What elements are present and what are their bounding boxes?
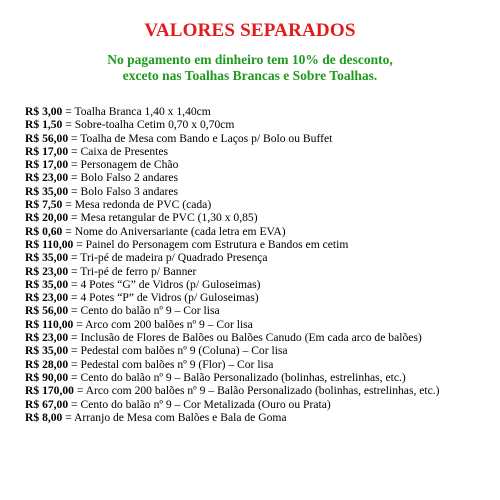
price-list-item: [25, 238, 480, 251]
item-description: = Arranjo de Mesa com Balões e Bala de Goma: [62, 410, 287, 424]
item-price: R$ 35,00: [25, 184, 69, 198]
item-price: R$ 28,00: [25, 357, 69, 371]
item-price: R$ 0,60: [25, 224, 63, 238]
discount-notice: [0, 52, 500, 84]
price-list-item: [25, 344, 480, 357]
item-price: R$ 20,00: [25, 211, 69, 225]
price-list-item: [25, 318, 480, 331]
item-price: R$ 23,00: [25, 264, 69, 278]
item-price: R$ 1,50: [25, 118, 63, 132]
item-description: = Nome do Aniversariante (cada letra em EVA): [62, 224, 286, 238]
price-list-item: [25, 198, 480, 211]
item-description: = Sobre-toalha Cetim 0,70 x 0,70cm: [62, 118, 235, 132]
item-description: = Inclusão de Flores de Balões ou Balões Canudo (Em cada arco de balões): [68, 331, 422, 345]
price-list-item: [25, 105, 480, 118]
item-description: = Toalha Branca 1,40 x 1,40cm: [62, 105, 211, 118]
price-list-item: [25, 265, 480, 278]
page-title: VALORES SEPARADOS: [144, 20, 356, 41]
price-list-item: [25, 384, 480, 397]
price-list-item: [25, 145, 480, 158]
item-description: = 4 Potes “G” de Vidros (p/ Guloseimas): [68, 277, 261, 291]
item-description: = Bolo Falso 2 andares: [68, 171, 179, 185]
price-list-item: [25, 398, 480, 411]
item-price: R$ 8,00: [25, 410, 63, 424]
item-price: R$ 35,00: [25, 251, 69, 265]
item-price: R$ 23,00: [25, 331, 69, 345]
discount-notice-line-1: No pagamento em dinheiro tem 10% de desconto,: [107, 52, 393, 67]
item-description: = Arco com 200 balões nº 9 – Cor lisa: [73, 317, 253, 331]
item-description: = Mesa redonda de PVC (cada): [62, 198, 212, 212]
price-list-item: [25, 211, 480, 224]
price-list-item: [25, 411, 480, 424]
item-description: = Bolo Falso 3 andares: [68, 184, 179, 198]
price-list-item: [25, 118, 480, 131]
item-description: = Personagem de Chão: [68, 158, 179, 172]
item-description: = Tri-pé de madeira p/ Quadrado Presença: [68, 251, 268, 265]
price-list-item: [25, 371, 480, 384]
item-description: = Cento do balão nº 9 – Balão Personalizado (bolinhas, estrelinhas, etc.): [68, 370, 406, 384]
item-price: R$ 7,50: [25, 198, 63, 212]
item-description: = Pedestal com balões nº 9 (Flor) – Cor lisa: [68, 357, 274, 371]
item-price: R$ 170,00: [25, 384, 74, 398]
discount-notice-line-2: exceto nas Toalhas Brancas e Sobre Toalhas.: [122, 68, 378, 83]
item-price: R$ 35,00: [25, 344, 69, 358]
item-description: = Pedestal com balões nº 9 (Coluna) – Cor lisa: [68, 344, 288, 358]
price-list-item: [25, 132, 480, 145]
item-description: = Caixa de Presentes: [68, 144, 169, 158]
item-price: R$ 110,00: [25, 237, 74, 251]
item-description: = Toalha de Mesa com Bando e Laços p/ Bolo ou Buffet: [68, 131, 333, 145]
price-list-item: [25, 331, 480, 344]
item-description: = Tri-pé de ferro p/ Banner: [68, 264, 197, 278]
item-price: R$ 56,00: [25, 131, 69, 145]
item-description: = Arco com 200 balões nº 9 – Balão Personalizado (bolinhas, estrelinhas, etc.): [73, 384, 440, 398]
item-price: R$ 67,00: [25, 397, 69, 411]
price-list-item: [25, 225, 480, 238]
item-price: R$ 110,00: [25, 317, 74, 331]
price-list: [25, 105, 480, 424]
price-list-item: [25, 291, 480, 304]
price-list-item: [25, 171, 480, 184]
item-price: R$ 17,00: [25, 158, 69, 172]
item-price: R$ 35,00: [25, 277, 69, 291]
item-price: R$ 3,00: [25, 105, 63, 118]
price-list-item: [25, 304, 480, 317]
item-description: = Cento do balão nº 9 – Cor lisa: [68, 304, 220, 318]
item-price: R$ 56,00: [25, 304, 69, 318]
item-price: R$ 90,00: [25, 370, 69, 384]
item-description: = Painel do Personagem com Estrutura e Bandos em cetim: [73, 237, 349, 251]
price-list-item: [25, 158, 480, 171]
price-list-item: [25, 278, 480, 291]
item-price: R$ 23,00: [25, 171, 69, 185]
item-price: R$ 23,00: [25, 291, 69, 305]
item-description: = Cento do balão nº 9 – Cor Metalizada (Ouro ou Prata): [68, 397, 331, 411]
item-description: = 4 Potes “P” de Vidros (p/ Guloseimas): [68, 291, 259, 305]
item-price: R$ 17,00: [25, 144, 69, 158]
price-list-item: [25, 358, 480, 371]
price-list-item: [25, 185, 480, 198]
item-description: = Mesa retangular de PVC (1,30 x 0,85): [68, 211, 258, 225]
price-list-item: [25, 251, 480, 264]
